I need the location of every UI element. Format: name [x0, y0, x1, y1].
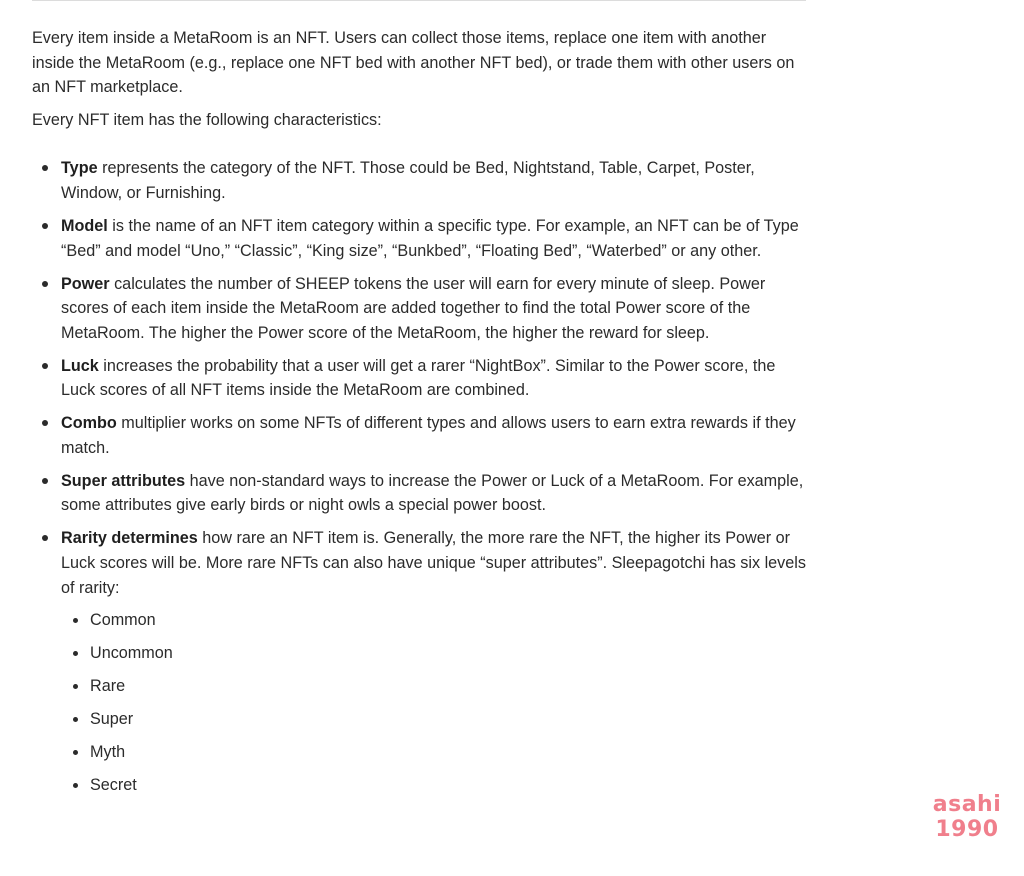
desc-luck: increases the probability that a user will get a rarer “NightBox”. Similar to the Power score, the Luck scores of all NFT items inside the MetaRoom are combined. [61, 356, 776, 400]
desc-model: is the name of an NFT item category within a specific type. For example, an NFT can be of Type “Bed” and model “Uno,” “Classic”, “King size”, “Bunkbed”, “Floating Bed”, “Waterbed” or any other. [61, 216, 799, 260]
list-item-rarity [32, 526, 812, 797]
rarity-level-item: Super [61, 707, 812, 732]
article-body [32, 26, 812, 806]
list-item-super-attributes [32, 469, 812, 518]
desc-super-attributes: have non-standard ways to increase the Power or Luck of a MetaRoom. For example, some attributes give early birds or night owls a special power boost. [61, 471, 804, 515]
term-power: Power [61, 274, 110, 293]
term-type: Type [61, 159, 98, 178]
desc-type: represents the category of the NFT. Those could be Bed, Nightstand, Table, Carpet, Poster, Window, or Furnishing. [61, 159, 755, 202]
watermark-line-1: asahi [932, 792, 1002, 817]
characteristics-lead: Every NFT item has the following characteristics: [32, 110, 382, 129]
rarity-level-item: Myth [61, 740, 812, 765]
term-combo: Combo [61, 414, 117, 433]
characteristics-list [32, 156, 812, 797]
list-item-type [32, 156, 812, 205]
top-divider [32, 0, 806, 1]
term-luck: Luck [61, 356, 99, 375]
desc-combo: multiplier works on some NFTs of different types and allows users to earn extra rewards if they match. [61, 414, 796, 457]
desc-power: calculates the number of SHEEP tokens the user will earn for every minute of sleep. Power scores of each item inside the MetaRoom are added together to find the total Power score of the MetaRoom. The higher the Power score of the MetaRoom, the higher the reward for sleep. [61, 274, 766, 342]
term-super-attributes: Super attributes [61, 471, 186, 490]
desc-rarity: how rare an NFT item is. Generally, the more rare the NFT, the higher its Power or Luck scores will be. More rare NFTs can also have unique “super attributes”. Sleepagotchi has six levels of rarity: [61, 529, 806, 597]
list-item-power [32, 272, 812, 346]
list-item-combo [32, 411, 812, 460]
rarity-level-item: Rare [61, 674, 812, 699]
rarity-levels-list [61, 608, 812, 798]
intro-paragraph: Every item inside a MetaRoom is an NFT. Users can collect those items, replace one item with another inside the MetaRoom (e.g., replace one NFT bed with another NFT bed), or trade them with other users on an NFT marketplace. [32, 29, 795, 97]
watermark-line-2: 1990 [935, 817, 999, 842]
term-rarity: Rarity determines [61, 529, 198, 548]
rarity-level-item: Uncommon [61, 641, 812, 666]
rarity-level-item: Common [61, 608, 812, 633]
rarity-level-item: Secret [61, 773, 812, 798]
watermark-logo [922, 792, 1012, 842]
list-item-model [32, 214, 812, 263]
list-item-luck [32, 354, 812, 403]
term-model: Model [61, 216, 108, 235]
